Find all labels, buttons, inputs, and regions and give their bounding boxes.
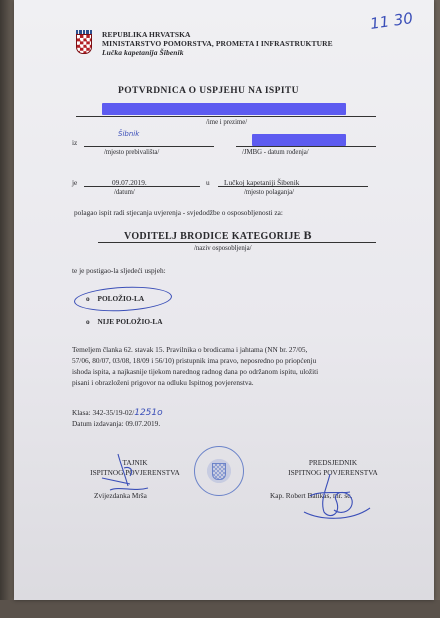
radio-failed-icon: o [86,317,90,326]
option-failed-label: NIJE POLOŽIO-LA [97,317,163,326]
name-underline [76,116,376,117]
residence-label: /mjesto prebivališta/ [104,149,160,156]
je-prefix: je [72,178,78,187]
qualification-label: /naziv osposobljenja/ [194,245,252,252]
header-line-2: MINISTARSTVO POMORSTVA, PROMETA I INFRASTRUKTURE [102,39,333,48]
document-page [14,0,434,600]
background-bottom [0,600,440,618]
background-left [0,0,14,618]
president-name: Kap. Robert Balikas, mr. sc. [270,491,353,500]
legal-line-4: pisani i obrazloženi prigovor na odluku Ispitnog povjerenstva. [72,378,254,387]
jmbg-redaction [252,134,346,146]
secretary-signature [90,448,160,498]
place-label: /mjesto polaganja/ [244,189,295,196]
qualification-main: VODITELJ BRODICE KATEGORIJE [124,231,301,242]
date-value: 09.07.2019. [112,178,147,187]
option-passed [86,294,144,303]
secretary-title-1: TAJNIK [122,458,148,467]
klasa-prefix: Klasa: 342-35/19-02/ [72,408,135,417]
place-value: Lučkoj kapetaniji Šibenik [224,178,300,187]
official-stamp-icon [194,446,244,496]
qualification-underline [98,242,376,243]
residence-underline [84,146,214,147]
legal-text [72,344,392,388]
name-label: /ime i prezime/ [206,119,248,126]
president-title-1: PREDSJEDNIK [308,458,358,467]
president-title-2: ISPITNOG POVJERENSTVA [288,468,378,477]
u-word: u [206,178,210,187]
klasa [72,408,163,418]
result-intro: te je postigao-la sljedeći uspjeh: [72,266,166,275]
secretary-title-2: ISPITNOG POVJERENSTVA [90,468,180,477]
jmbg-underline [236,146,376,147]
option-failed [86,317,163,326]
secretary-name: Zvijezdanka Mrša [94,491,147,500]
legal-line-1: Temeljem članka 62. stavak 15. Pravilnika o brodicama i jahtama (NN br. 27/05, [72,345,308,354]
purpose-text: polagao ispit radi stjecanja uvjerenja - svjedodžbe o osposobljenosti za: [74,208,283,217]
legal-line-2: 57/06, 80/07, 03/08, 18/09 i 56/10) pristupnik ima pravo, neposredno po priopćenju [72,356,317,365]
coat-of-arms-icon [76,30,92,54]
jmbg-label: /JMBG - datum rođenja/ [242,149,309,156]
qualification-name [124,228,312,243]
president-signature [290,470,380,530]
legal-line-3: ishoda ispita, a najkasnije tijekom narednog radnog dana po održanom ispitu, uložiti [72,367,319,376]
document-title: POTVRDNICA O USPJEHU NA ISPITU [118,86,299,96]
option-passed-label: POLOŽIO-LA [97,294,145,303]
issue-date: Datum izdavanja: 09.07.2019. [72,419,161,428]
residence-value: Šibnik [118,130,140,138]
name-redaction [102,103,346,115]
qualification-letter: B [303,228,312,242]
radio-passed-icon: o [86,294,90,303]
header-line-3: Lučka kapetanija Šibenik [102,48,184,57]
header-line-1: REPUBLIKA HRVATSKA [102,30,191,39]
klasa-handwritten: 1251o [134,408,163,418]
institution-header [102,30,333,57]
date-label: /datum/ [114,189,135,196]
iz-prefix: iz [72,138,78,147]
handwritten-number: 11 30 [368,9,414,33]
